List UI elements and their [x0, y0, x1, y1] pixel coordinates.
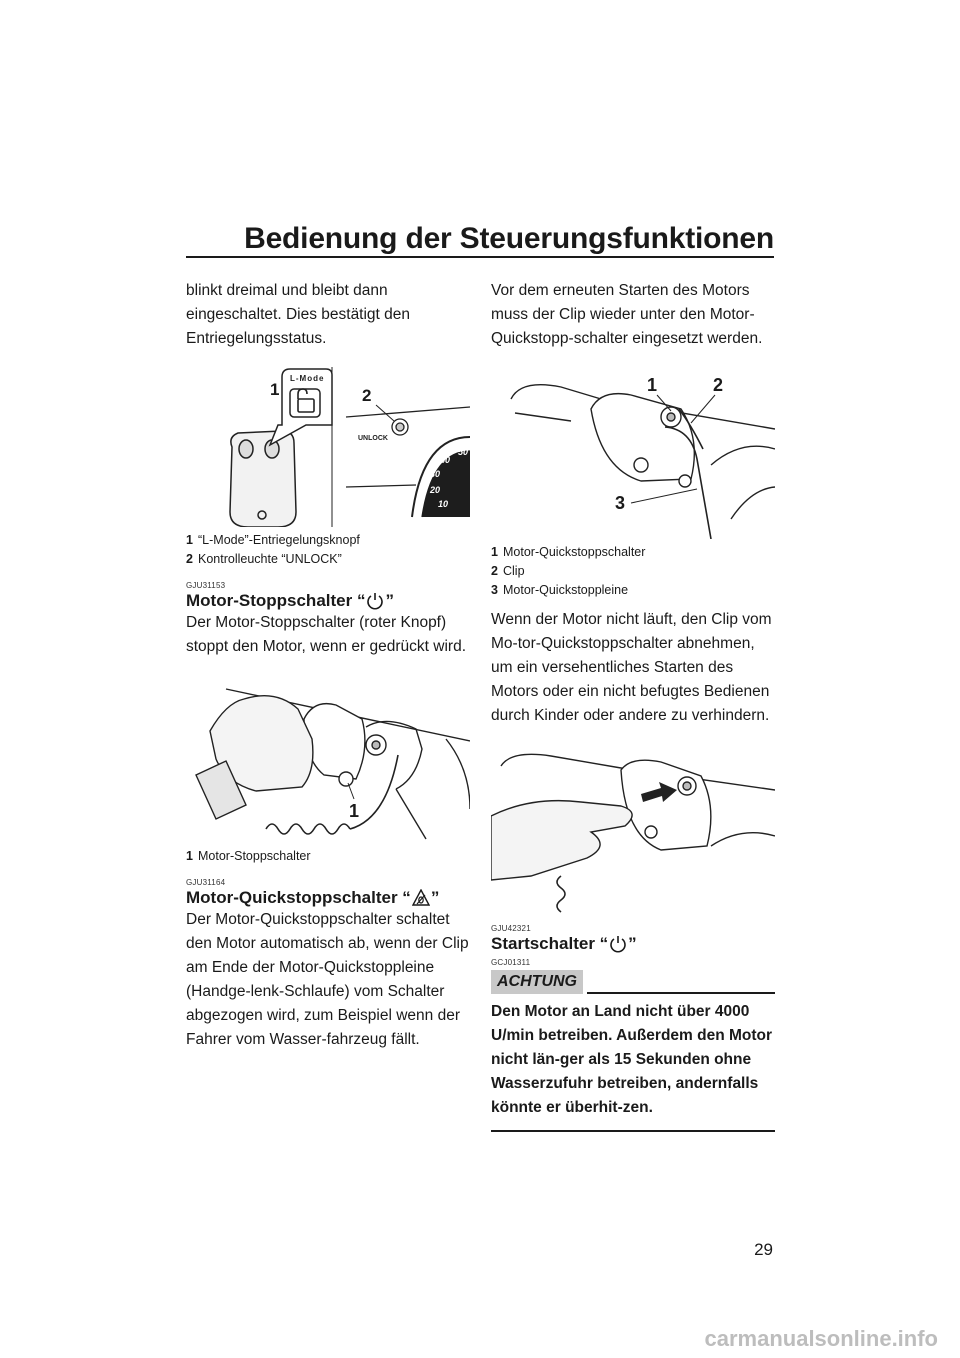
callout-1: 1: [647, 375, 658, 395]
figure-remove-clip: [491, 746, 775, 914]
legend-item: 3 Motor-Quickstoppleine: [491, 583, 629, 597]
svg-text:30: 30: [430, 469, 441, 479]
figure-lmode-unlock: [186, 367, 470, 527]
heading-engine-shutoff-switch: Motor-Quickstoppschalter “ ”: [186, 888, 440, 907]
caution-code: GCJ01311: [491, 958, 531, 967]
legend-item: 2 Clip: [491, 564, 525, 578]
page-number: 29: [754, 1240, 773, 1259]
legend-item: 2 Kontrolleuchte “UNLOCK”: [186, 552, 342, 566]
callout-2: 2: [362, 386, 372, 405]
right-intro-text: Vor dem erneuten Starten des Motors muss der Clip wieder unter den Motor-Quickstopp-schalter eingesetzt werden.: [491, 282, 763, 347]
figure3-legend: [491, 543, 775, 600]
caution-end-rule: [491, 1130, 775, 1132]
remove-clip-illustration: [491, 746, 775, 914]
page-title: Bedienung der Steuerungsfunktionen: [244, 222, 774, 255]
callout-3-leader: [631, 489, 697, 503]
left-column: [186, 272, 470, 1052]
lmode-unlock-illustration: [186, 367, 470, 527]
engine-stop-illustration: [186, 679, 470, 843]
svg-text:50: 50: [458, 447, 469, 457]
heading-start-switch: Startschalter “ ”: [491, 934, 637, 953]
title-rule: [186, 256, 774, 258]
engine-start-icon: [609, 935, 627, 953]
heading-engine-stop-switch: Motor-Stoppschalter “ ”: [186, 591, 394, 610]
right-para-2: Wenn der Motor nicht läuft, den Clip vom Mo-tor-Quickstoppschalter abnehmen, um ein versehentliches Starten des Motors oder ein nicht befugtes Bedienen durch Kinder oder andere zu verhindern.: [491, 611, 772, 724]
caution-rule: [587, 992, 775, 994]
unlock-indicator-text: UNLOCK: [358, 435, 388, 442]
figure-engine-stop-switch: [186, 679, 470, 843]
hand-holding-clip: [491, 801, 632, 880]
figure-quickstop-clip: [491, 369, 775, 539]
left-intro-text: blinkt dreimal und bleibt dann eingeschaltet. Dies bestätigt den Entriegelungsstatus.: [186, 282, 411, 347]
right-column: [491, 272, 775, 1132]
callout-2: 2: [713, 375, 724, 395]
caution-label: ACHTUNG: [491, 970, 583, 994]
section-code: GJU31153: [186, 581, 226, 590]
svg-text:10: 10: [438, 499, 449, 509]
callout-1: 1: [349, 801, 360, 821]
legend-item: 1 “L-Mode”-Entriegelungsknopf: [186, 533, 360, 547]
watermark: carmanualsonline.info: [704, 1326, 938, 1351]
callout-leader: [348, 783, 354, 799]
legend-item: 1 Motor-Stoppschalter: [186, 849, 311, 863]
callout-3: 3: [615, 493, 626, 513]
lmode-badge-text: L-Mode: [290, 374, 325, 383]
engine-stop-icon: [366, 592, 384, 610]
svg-text:20: 20: [430, 485, 441, 495]
switch-housing: [621, 760, 711, 850]
switch-housing: [591, 394, 694, 487]
callout-2-leader: [691, 395, 715, 423]
svg-text:40: 40: [440, 455, 451, 465]
engine-shut-off-warning-icon: [412, 889, 430, 907]
figure2-legend: [186, 847, 470, 866]
gloved-hand: [196, 696, 313, 819]
lanyard-coil: [557, 876, 565, 912]
engine-shutoff-text: Der Motor-Quickstoppschalter schaltet den Motor automatisch ab, wenn der Clip am Ende der Motor-Quickstoppleine (Handge-lenk-Schlaufe) vom Schalter abgezogen wird, zum Beispiel wenn der Fahrer vom Wasser-fahrzeug fällt.: [186, 911, 469, 1048]
callout-1: 1: [270, 380, 280, 399]
quickstop-clip-illustration: [491, 369, 775, 539]
caution-bar: [491, 970, 775, 994]
legend-item: 1 Motor-Quickstoppschalter: [491, 545, 646, 559]
section-code: GJU31164: [186, 878, 226, 887]
figure1-legend: [186, 531, 470, 569]
caution-text: Den Motor an Land nicht über 4000 U/min betreiben. Außerdem den Motor nicht län-ger als 15 Sekunden ohne Wasserzufuhr betreiben, andernfalls könnte er überhit-zen.: [491, 1003, 773, 1116]
section-code: GJU42321: [491, 924, 531, 933]
remote-key-fob: [230, 431, 296, 527]
switch-housing: [304, 704, 386, 786]
engine-stop-text: Der Motor-Stoppschalter (roter Knopf) stoppt den Motor, wenn er gedrückt wird.: [186, 614, 467, 655]
